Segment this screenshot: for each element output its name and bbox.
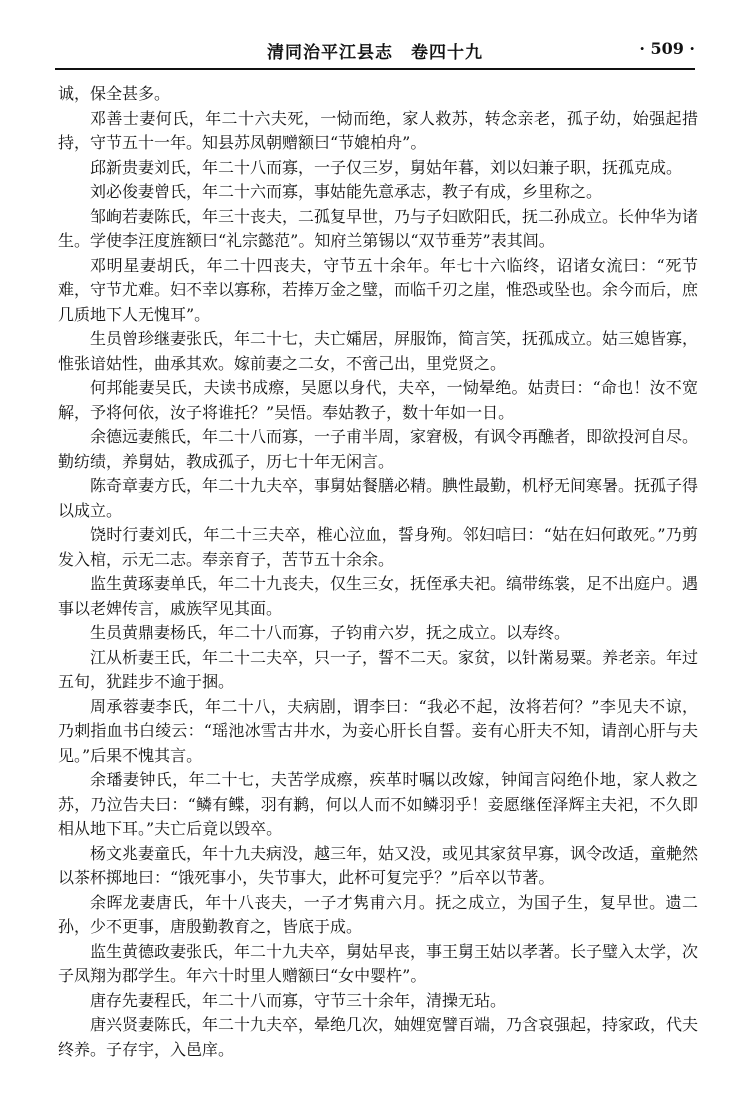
paragraph: 周承蓉妻李氏，年二十八，夫病剧，谓李曰：“我必不起，汝将若何？”李见夫不谅，乃刺指血书白绫云：“瑶池冰雪古井水，为妾心肝长自誓。妾有心肝夫不知，请剖心肝与夫见。”后果不愧其言。 xyxy=(58,696,698,765)
paragraph: 邓明星妻胡氏，年二十四丧夫，守节五十余年。年七十六临终，诏诸女流曰：“死节难，守节尤难。妇不幸以寡称，若捧万金之璧，而临千刃之崖，惟恐或坠也。余今而后，庶几质地下人无愧耳”。 xyxy=(58,255,699,324)
paragraph: 监生黄德政妻张氏，年二十九夫卒，舅姑早丧，事王舅王姑以孝著。长子璧入太学，次子凤翔为郡学生。年六十时里人赠额曰“女中婴杵”。 xyxy=(58,941,699,985)
paragraph: 邓善士妻何氏，年二十六夫死，一恸而绝，家人救苏，转念亲老，孤子幼，始强起措持，守节五十一年。知县苏凤朝赠额曰“节媲柏舟”。 xyxy=(58,108,698,152)
paragraph: 余德远妻熊氏，年二十八而寡，一子甫半周，家窘极，有讽令再醮者，即欲投河自尽。勤纺绩，养舅姑，教成孤子，历七十年无闲言。 xyxy=(58,427,699,471)
paragraph: 何邦能妻吴氏，夫读书成瘵，吴愿以身代，夫卒，一恸晕绝。姑责曰：“命也！汝不宽解，予将何依，汝子将谁托？”吴悟。奉姑教子，数十年如一日。 xyxy=(58,378,698,422)
paragraph: 唐存先妻程氏，年二十八而寡，守节三十余年，清操无玷。 xyxy=(90,990,507,1010)
paragraph: 江从析妻王氏，年二十二夫卒，只一子，誓不二天。家贫，以针黹易粟。养老亲。年过五旬，犹跬步不逾于捆。 xyxy=(58,647,699,691)
paragraph: 余璠妻钟氏，年二十七，夫苦学成瘵，疾革时嘱以改嫁，钟闻言闷绝仆地，家人救之苏，乃泣告夫曰：“鳞有鲽，羽有鹣，何以人而不如鳞羽乎！妾愿继侄泽辉主夫祀，不久即相从地下耳。”夫亡后竟以毁卒。 xyxy=(58,770,698,838)
paragraph: 唐兴贤妻陈氏，年二十九夫卒，晕绝几次，妯娌宽譬百端，乃含哀强起，持家政，代夫终养。子存宇，入邑庠。 xyxy=(58,1015,699,1059)
header-rule xyxy=(55,68,695,70)
paragraph: 杨文兆妻童氏，年十九夫病没，越三年，姑又没，或见其家贫早寡，讽令改适，童艴然以茶杯掷地曰：“饿死事小，失节事大，此杯可复完乎？”后卒以节著。 xyxy=(58,843,699,887)
paragraph: 监生黄琢妻单氏，年二十九丧夫，仅生三女，抚侄承夫祀。缟带练裳，足不出庭户。遇事以老婢传言，戚族罕见其面。 xyxy=(58,574,699,618)
paragraph: 邱新贵妻刘氏，年二十八而寡，一子仅三岁，舅姑年暮，刘以妇兼子职，抚孤克成。 xyxy=(90,157,683,177)
paragraph: 陈奇章妻方氏，年二十九夫卒，事舅姑餐膳必精。腆性最勤，机杼无间寒暑。抚孤子得以成立。 xyxy=(58,476,699,520)
header-title: 清同治平江县志 卷四十九 xyxy=(267,43,483,63)
paragraph: 生员曾珍继妻张氏，年二十七，夫亡孀居，屏服饰，简言笑，抚孤成立。姑三媳皆寡，惟张谙姑性，曲承其欢。嫁前妻之二女，不啻己出，里党贤之。 xyxy=(58,329,699,373)
paragraph: 刘必俊妻曾氏，年二十六而寡，事姑能先意承志，教子有成，乡里称之。 xyxy=(90,182,603,201)
page-header xyxy=(55,30,695,70)
paragraph: 生员黄鼎妻杨氏，年二十八而寡，子钧甫六岁，抚之成立。以寿终。 xyxy=(90,623,571,642)
paragraph: 饶时行妻刘氏，年二十三夫卒，椎心泣血，誓身殉。邻妇唁曰：“姑在妇何敢死。”乃剪发入棺，示无二志。奉亲育子，苦节五十余余。 xyxy=(58,525,698,569)
paragraph: 诚，保全甚多。 xyxy=(58,84,171,103)
body-text xyxy=(58,82,698,1062)
paragraph: 余晖龙妻唐氏，年十八丧夫，一子才隽甫六月。抚之成立，为国子生，复早世。遗二孙，少不更事，唐殷勤教育之，皆底于成。 xyxy=(58,892,698,936)
paragraph: 邹峋若妻陈氏，年三十丧夫，二孤复早世，乃与子妇欧阳氏，抚二孙成立。长仲华为诸生。学使李汪度旌额曰“礼宗懿范”。知府兰第锡以“双节垂芳”表其闾。 xyxy=(58,206,699,250)
page-number: · 509 · xyxy=(639,39,695,58)
